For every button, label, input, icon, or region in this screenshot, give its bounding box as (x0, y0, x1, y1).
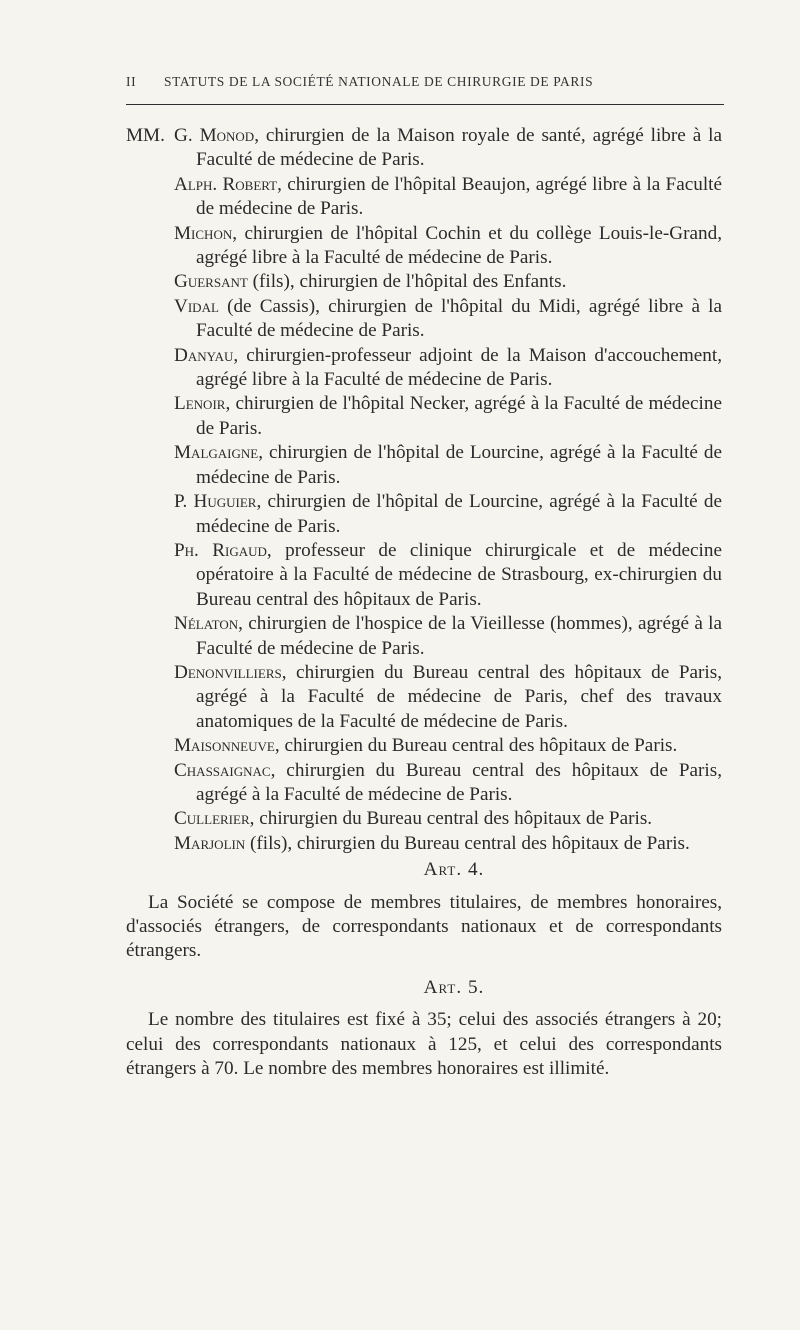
member-description: , chirurgien du Bureau central des hôpitaux de Paris, agrégé à la Faculté de médecine de Paris, chef des travaux anatomiques de la Faculté de médecine de Paris. (196, 661, 722, 732)
header-rule (126, 104, 724, 105)
member-entry (126, 759, 722, 808)
article-5-text: Le nombre des titulaires est fixé à 35; celui des associés étrangers à 20; celui des correspondants nationaux à 125, et celui des correspondants étrangers à 70. Le nombre des membres honoraires est illimité. (126, 1009, 722, 1080)
member-description: , chirurgien de l'hôpital Necker, agrégé à la Faculté de médecine de Paris. (196, 393, 722, 439)
member-name: P. Huguier (174, 491, 257, 513)
member-description: , chirurgien de l'hôpital Cochin et du collège Louis-le-Grand, agrégé libre à la Faculté de médecine de Paris. (196, 222, 722, 269)
member-description: , professeur de clinique chirurgicale et de médecine opératoire à la Faculté de médecine de Strasbourg, ex-chirurgien du Bureau central des hôpitaux de Paris. (196, 539, 722, 610)
member-entry (126, 270, 722, 294)
member-name: Danyau (174, 344, 234, 366)
member-entry (126, 612, 722, 661)
member-entry (126, 539, 722, 612)
member-name: Lenoir (174, 393, 226, 415)
member-name: Alph. Robert (174, 173, 278, 195)
member-name: Marjolin (174, 832, 246, 854)
member-entry (126, 295, 722, 344)
article-4-text: La Société se compose de membres titulaires, de membres honoraires, d'associés étrangers, de correspondants nationaux et de correspondants étrangers. (126, 891, 722, 962)
member-entry (126, 173, 722, 222)
member-description: , chirurgien de l'hospice de la Vieillesse (hommes), agrégé à la Faculté de médecine de Paris. (196, 613, 722, 659)
member-description: , chirurgien de l'hôpital de Lourcine, agrégé à la Faculté de médecine de Paris. (196, 442, 722, 488)
member-list (126, 124, 722, 856)
page-number: II (126, 74, 137, 89)
member-name: Cullerier (174, 808, 250, 830)
member-entry (126, 661, 722, 734)
article-5-heading: Art. 5. (423, 976, 485, 998)
member-name: G. Monod (174, 125, 255, 146)
member-name: Guersant (174, 271, 248, 293)
member-description: , chirurgien de l'hôpital Beaujon, agrégé libre à la Faculté de médecine de Paris. (196, 173, 722, 220)
member-entry (126, 222, 722, 271)
member-entry (126, 392, 722, 441)
member-name: Chassaignac (174, 759, 271, 781)
mm-label: MM. (126, 125, 165, 146)
running-title: STATUTS DE LA SOCIÉTÉ NATIONALE DE CHIRURGIE DE PARIS (164, 74, 594, 89)
member-name: Michon (174, 222, 233, 244)
member-name: Ph. Rigaud (174, 539, 267, 561)
member-description: , chirurgien du Bureau central des hôpitaux de Paris. (274, 735, 678, 757)
member-description: , chirurgien de la Maison royale de santé, agrégé libre à la Faculté de médecine de Paris. (196, 125, 722, 171)
member-entry (126, 441, 722, 490)
member-description: (de Cassis), chirurgien de l'hôpital du Midi, agrégé libre à la Faculté de médecine de Paris. (196, 295, 722, 342)
member-description: , chirurgien du Bureau central des hôpitaux de Paris, agrégé à la Faculté de médecine de Paris. (196, 759, 722, 805)
spacer (126, 964, 722, 974)
article-4-heading: Art. 4. (423, 859, 485, 881)
member-description: , chirurgien-professeur adjoint de la Maison d'accouchement, agrégé libre à la Faculté de médecine de Paris. (196, 344, 722, 391)
member-name: Denonvilliers (174, 661, 282, 683)
member-description: (fils), chirurgien de l'hôpital des Enfants. (247, 271, 567, 293)
member-name: Maisonneuve (174, 735, 275, 757)
member-description: (fils), chirurgien du Bureau central des hôpitaux de Paris. (245, 832, 690, 854)
member-entry (126, 807, 722, 831)
member-name: Vidal (174, 295, 219, 317)
member-name: Malgaigne (174, 442, 259, 464)
member-name: Nélaton (174, 613, 239, 635)
running-head (126, 74, 726, 90)
member-entry (126, 344, 722, 393)
member-description: , chirurgien du Bureau central des hôpitaux de Paris. (249, 808, 653, 830)
page-body (126, 124, 722, 1081)
member-entry (126, 832, 722, 856)
member-description: , chirurgien de l'hôpital de Lourcine, agrégé à la Faculté de médecine de Paris. (196, 491, 722, 537)
member-entry (126, 490, 722, 539)
member-entry (126, 124, 722, 173)
member-entry (126, 734, 722, 758)
